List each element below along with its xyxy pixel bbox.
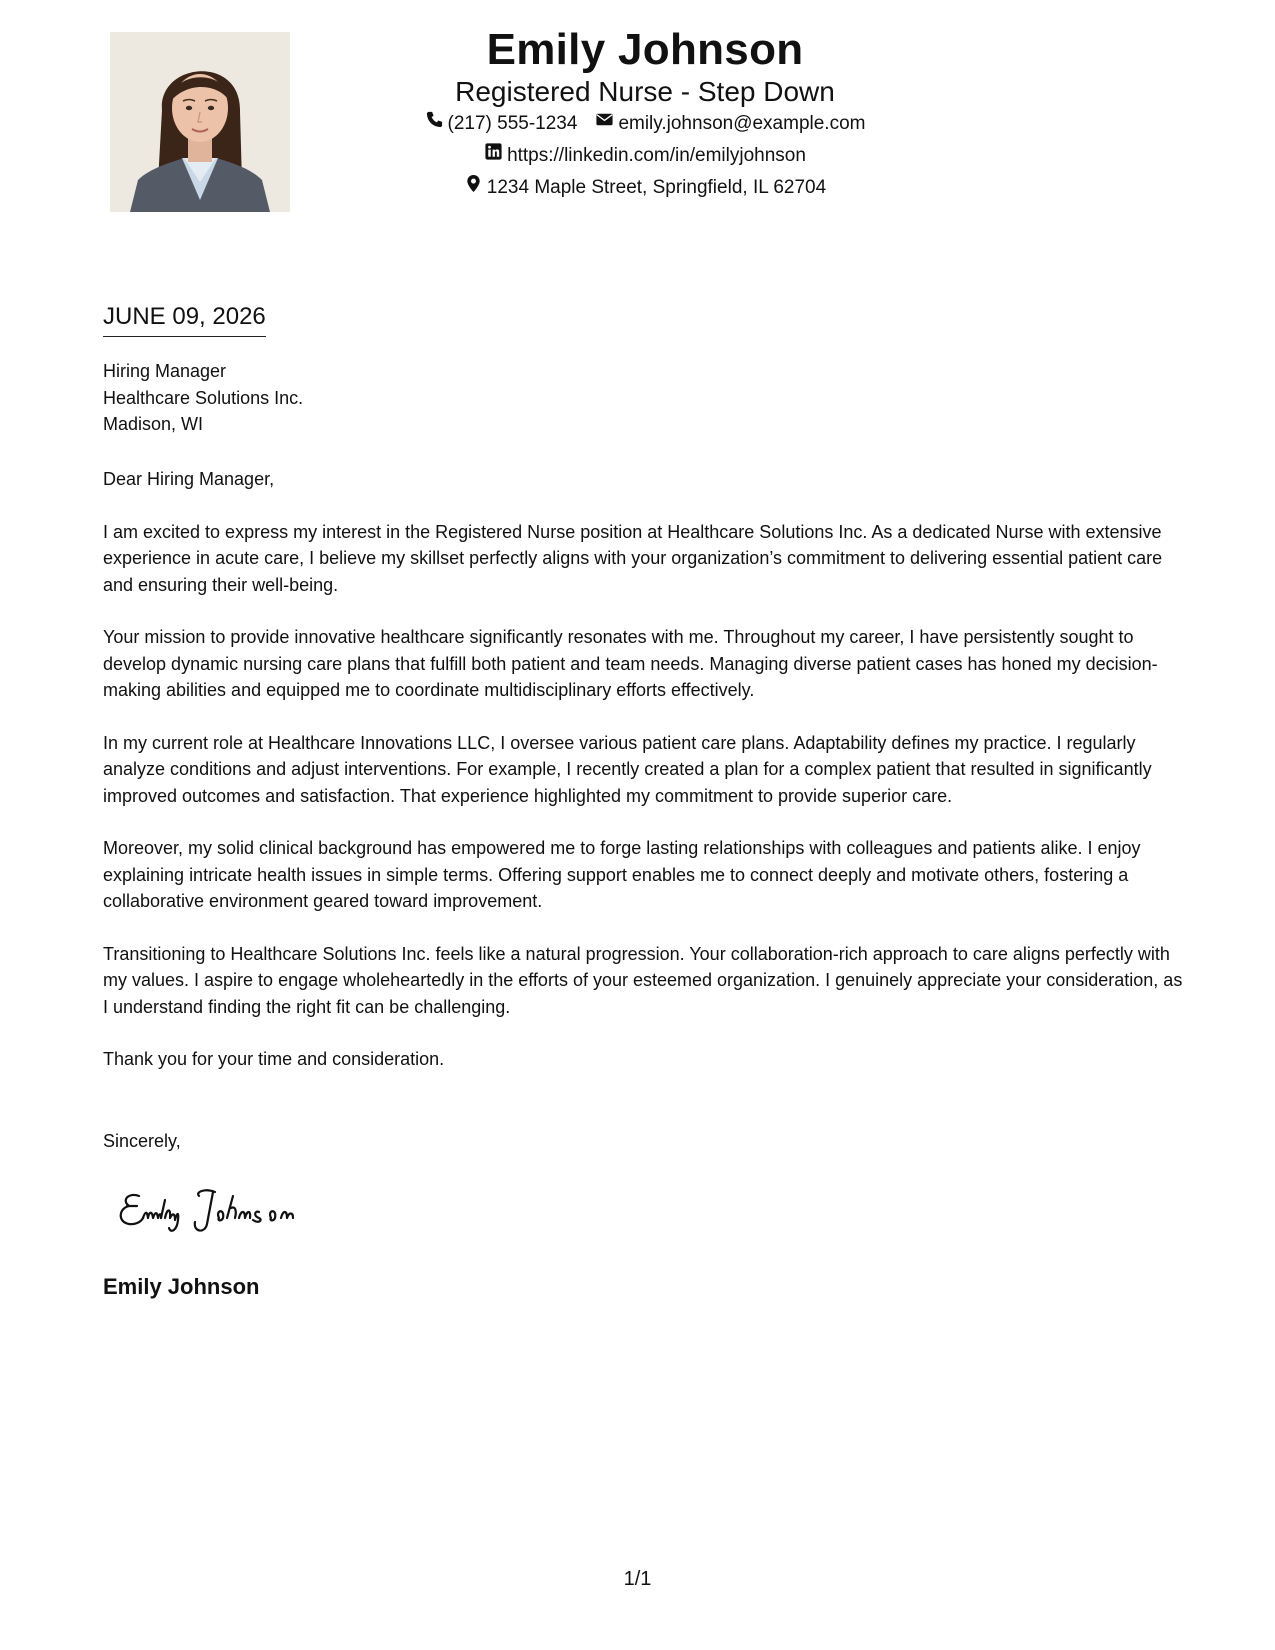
email-contact[interactable]	[595, 108, 865, 140]
job-title: Registered Nurse - Step Down	[455, 76, 835, 107]
page-number: 1/1	[623, 1568, 652, 1590]
handwritten-signature	[115, 1178, 355, 1238]
linkedin-contact[interactable]	[484, 140, 806, 172]
letter-date: JUNE 09, 2026	[103, 300, 266, 337]
recipient-company: Healthcare Solutions Inc.	[103, 387, 304, 408]
signer-name: Emily Johnson	[103, 1274, 260, 1299]
recipient-block	[103, 358, 303, 438]
body-paragraph: In my current role at Healthcare Innovations LLC, I oversee various patient care plans. Adaptability defines my practice. I regularly analyze conditions and adjust interventions. For example, I recently created a plan for a complex patient that resulted in significantly improved outcomes and satisfaction. That experience highlighted my commitment to provide superior care.	[103, 732, 1152, 806]
profile-photo	[110, 32, 290, 212]
salutation: Dear Hiring Manager,	[103, 469, 275, 489]
thank-you-line: Thank you for your time and consideration.	[103, 1049, 445, 1069]
address-contact	[464, 172, 826, 204]
phone-icon	[425, 108, 444, 140]
closing: Sincerely,	[103, 1131, 181, 1151]
email-address: emily.johnson@example.com	[618, 113, 866, 134]
envelope-icon	[595, 108, 614, 140]
contact-line-3	[300, 172, 990, 204]
body-paragraph: Moreover, my solid clinical background has empowered me to forge lasting relationships with colleagues and patients alike. I enjoy explaining intricate health issues in simple terms. Offering support enables me to connect deeply and motivate others, fostering a collaborative environment geared toward improvement.	[103, 838, 1141, 911]
body-paragraph: I am excited to express my interest in the Registered Nurse position at Healthcare Solutions Inc. As a dedicated Nurse with extensive experience in acute care, I believe my skillset perfectly aligns with your organization’s commitment to delivering essential patient care and ensuring their well-being.	[103, 521, 1163, 595]
contact-line-2	[300, 140, 990, 172]
linkedin-url: https://linkedin.com/in/emilyjohnson	[507, 145, 806, 166]
letter-body	[103, 466, 1183, 1099]
recipient-title: Hiring Manager	[103, 361, 227, 381]
map-marker-icon	[464, 172, 483, 204]
header	[300, 22, 990, 204]
body-paragraph: Transitioning to Healthcare Solutions Inc. feels like a natural progression. Your collaboration-rich approach to care aligns perfectly with my values. I aspire to engage wholeheartedly in the efforts of your esteemed organization. I genuinely appreciate your consideration, as I understand finding the right fit can be challenging.	[103, 943, 1183, 1017]
phone-number: (217) 555-1234	[447, 113, 578, 134]
contact-line-1	[300, 108, 990, 140]
phone-contact[interactable]	[425, 108, 578, 140]
candidate-name: Emily Johnson	[486, 25, 804, 74]
street-address: 1234 Maple Street, Springfield, IL 62704	[486, 177, 827, 198]
body-paragraph: Your mission to provide innovative healthcare significantly resonates with me. Throughout my career, I have persistently sought to develop dynamic nursing care plans that fulfill both patient and team needs. Managing diverse patient cases has honed my decision-making abilities and equipped me to coordinate multidisciplinary efforts effectively.	[103, 627, 1158, 700]
linkedin-icon	[484, 140, 503, 172]
recipient-location: Madison, WI	[103, 414, 204, 434]
